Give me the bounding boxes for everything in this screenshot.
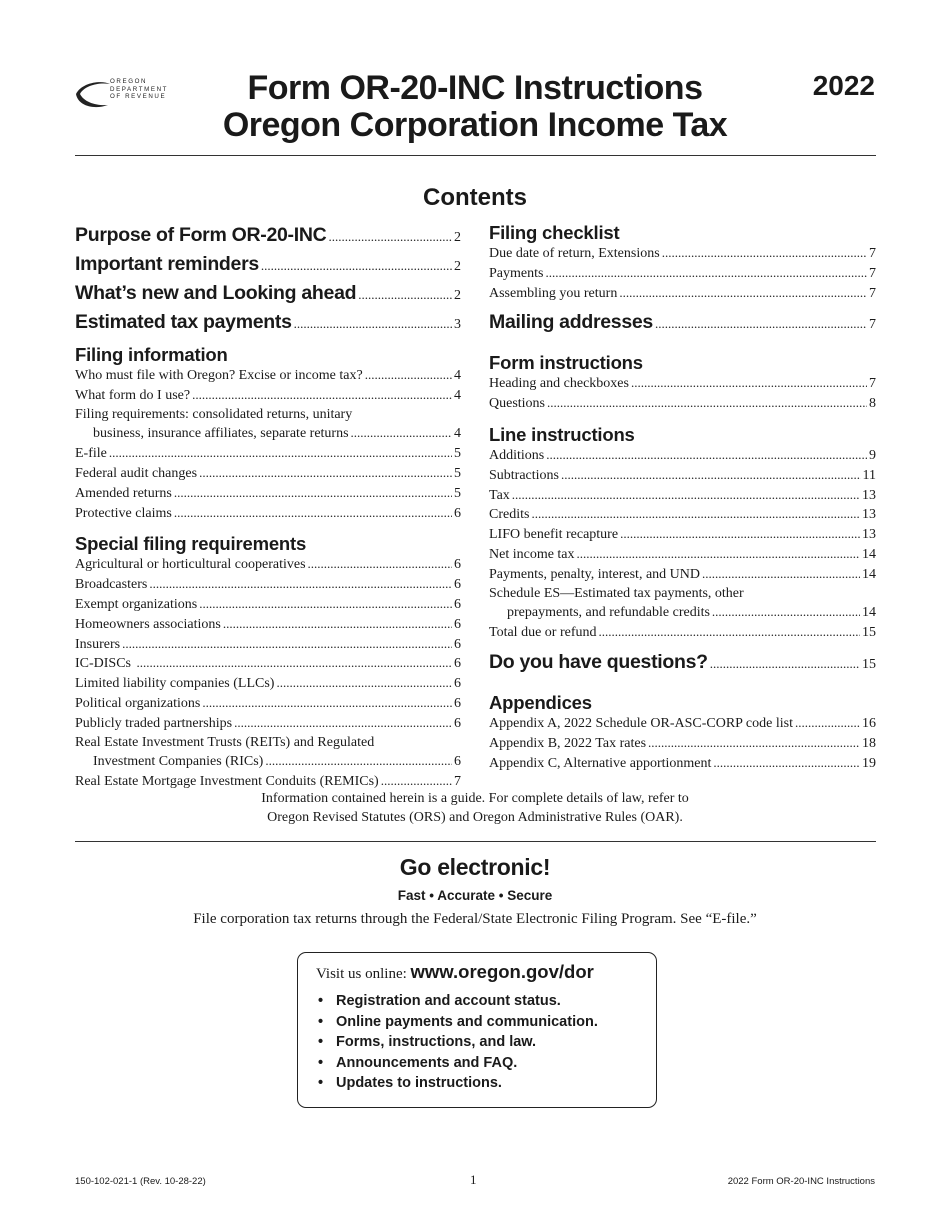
toc-entry[interactable]: Exempt organizations ..... 6: [75, 595, 461, 615]
toc-entry[interactable]: Broadcasters ..... 6: [75, 575, 461, 595]
services-list-item: • Announcements and FAQ.: [318, 1054, 518, 1071]
section-heading-filing-information: Filing information: [75, 344, 228, 365]
toc-entry-continuation[interactable]: prepayments, and refundable credits ..... 14: [489, 603, 876, 623]
section-heading-special-filing: Special filing requirements: [75, 533, 307, 555]
header-divider: [75, 155, 876, 156]
toc-entry[interactable]: Additions ..... 9: [489, 446, 876, 466]
services-list-item: • Forms, instructions, and law.: [318, 1034, 537, 1051]
toc-entry[interactable]: Protective claims ..... 6: [75, 504, 461, 524]
toc-entry[interactable]: Who must file with Oregon? Excise or income tax? ..... 4: [75, 366, 461, 386]
legal-note-line-2: Oregon Revised Statutes (ORS) and Oregon Administrative Rules (OAR).: [267, 810, 683, 825]
document-title: [190, 70, 760, 144]
legal-note: [0, 789, 950, 827]
toc-entry[interactable]: Payments, penalty, interest, and UND ..... 14: [489, 565, 876, 585]
services-list-item: • Registration and account status.: [318, 993, 561, 1009]
oregon-dor-logo: [72, 78, 182, 114]
tax-year: 2022: [812, 70, 875, 101]
toc-entry[interactable]: Political organizations ..... 6: [75, 694, 461, 714]
toc-entry[interactable]: Total due or refund ..... 15: [489, 623, 876, 643]
services-list-item: • Online payments and communication.: [318, 1013, 598, 1030]
toc-entry[interactable]: IC-DISCs ..... 6: [75, 654, 461, 674]
contents-left-column: [75, 222, 461, 792]
toc-entry[interactable]: Amended returns ..... 5: [75, 484, 461, 504]
toc-entry-mailing-addresses[interactable]: Mailing addresses ..... 7: [489, 309, 876, 338]
section-heading-line-instructions: Line instructions: [489, 423, 635, 445]
toc-entry[interactable]: Net income tax ..... 14: [489, 545, 876, 565]
footer-form-title: 2022 Form OR-20-INC Instructions: [727, 1176, 875, 1187]
section-heading-filing-checklist: Filing checklist: [489, 222, 620, 243]
toc-entry[interactable]: E-file ..... 5: [75, 444, 461, 464]
services-list-item: • Updates to instructions.: [318, 1075, 502, 1092]
toc-entry[interactable]: Questions ..... 8: [489, 394, 876, 414]
toc-entry-purpose[interactable]: Purpose of Form OR-20-INC ..... 2: [75, 222, 461, 251]
go-electronic-heading: Go electronic!: [399, 854, 551, 880]
toc-entry[interactable]: Appendix B, 2022 Tax rates ..... 18: [489, 734, 876, 754]
title-line-2: Oregon Corporation Income Tax: [222, 106, 728, 144]
visit-online-line: [316, 961, 594, 983]
section-heading-appendices: Appendices: [489, 691, 592, 713]
contents-right-column: [489, 222, 876, 773]
contents-heading: Contents: [423, 184, 527, 211]
toc-entry[interactable]: Real Estate Investment Trusts (REITs) and Regulated: [75, 734, 375, 750]
footer-form-number: 150-102-021-1 (Rev. 10-28-22): [75, 1176, 206, 1187]
toc-entry-continuation[interactable]: Investment Companies (RICs) ..... 6: [75, 752, 461, 772]
toc-entry[interactable]: Agricultural or horticultural cooperatives ..... 6: [75, 555, 461, 575]
toc-entry[interactable]: Federal audit changes ..... 5: [75, 464, 461, 484]
go-electronic-tagline: Fast • Accurate • Secure: [397, 888, 553, 903]
toc-entry[interactable]: What form do I use? ..... 4: [75, 386, 461, 406]
toc-entry[interactable]: Schedule ES—Estimated tax payments, other: [489, 585, 744, 601]
footer-page-number: 1: [470, 1172, 477, 1187]
toc-entry[interactable]: Homeowners associations ..... 6: [75, 615, 461, 635]
toc-entry[interactable]: Due date of return, Extensions ..... 7: [489, 244, 876, 264]
online-services-box: [297, 952, 657, 1108]
services-list: [318, 991, 598, 1094]
title-line-1: Form OR-20-INC Instructions: [247, 69, 703, 107]
toc-entry[interactable]: Publicly traded partnerships ..... 6: [75, 714, 461, 734]
toc-entry-whats-new[interactable]: What’s new and Looking ahead ..... 2: [75, 280, 461, 309]
go-electronic-description: File corporation tax returns through the Federal/State Electronic Filing Program. See “E-file.”: [193, 911, 757, 927]
toc-entry-estimated-tax[interactable]: Estimated tax payments ..... 3: [75, 309, 461, 338]
toc-entry[interactable]: Limited liability companies (LLCs) ..... 6: [75, 674, 461, 694]
toc-entry[interactable]: Appendix A, 2022 Schedule OR-ASC-CORP code list ..... 16: [489, 714, 876, 734]
toc-entry[interactable]: Insurers ..... 6: [75, 635, 461, 655]
toc-entry-important-reminders[interactable]: Important reminders ..... 2: [75, 251, 461, 280]
toc-entry[interactable]: Real Estate Mortgage Investment Conduits (REMICs) ..... 7: [75, 772, 461, 792]
logo-swoosh-icon: [72, 78, 112, 112]
toc-entry[interactable]: LIFO benefit recapture ..... 13: [489, 525, 876, 545]
toc-entry[interactable]: Assembling you return ..... 7: [489, 284, 876, 304]
logo-text-line-2: DEPARTMENT: [110, 85, 169, 93]
logo-text-line-1: OREGON: [110, 78, 148, 85]
toc-entry[interactable]: Subtractions ..... 11: [489, 466, 876, 486]
toc-entry[interactable]: Appendix C, Alternative apportionment ..... 19: [489, 754, 876, 774]
section-heading-form-instructions: Form instructions: [489, 352, 643, 374]
toc-entry[interactable]: Credits ..... 13: [489, 505, 876, 525]
toc-entry[interactable]: Filing requirements: consolidated returns, unitary: [75, 406, 353, 422]
toc-entry[interactable]: Payments ..... 7: [489, 264, 876, 284]
visit-label: Visit us online:: [316, 966, 407, 982]
toc-entry-questions[interactable]: Do you have questions? ..... 15: [489, 649, 876, 678]
note-divider: [75, 841, 876, 842]
website-link[interactable]: www.oregon.gov/dor: [410, 961, 594, 982]
toc-entry[interactable]: Heading and checkboxes ..... 7: [489, 374, 876, 394]
logo-text-line-3: OF REVENUE: [110, 93, 167, 100]
toc-entry[interactable]: Tax ..... 13: [489, 486, 876, 506]
legal-note-line-1: Information contained herein is a guide. For complete details of law, refer to: [261, 791, 689, 806]
toc-entry-continuation[interactable]: business, insurance affiliates, separate returns ..... 4: [75, 424, 461, 444]
